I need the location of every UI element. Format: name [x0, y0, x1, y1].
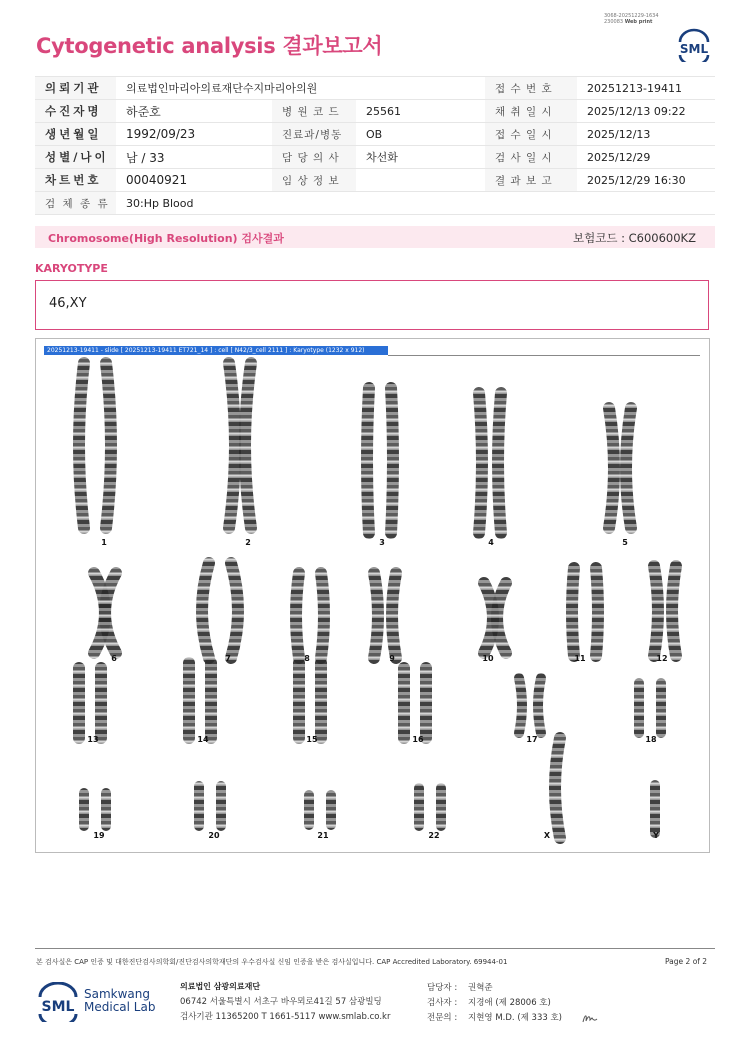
chromosome-11-1: [572, 568, 574, 656]
chromosome-12-2: [672, 566, 676, 656]
chromosome-3-2: [391, 388, 393, 533]
chromosome-1-2: [106, 363, 111, 528]
report-title: Cytogenetic analysis 결과보고서: [36, 34, 383, 58]
label-institution: 의뢰기관: [35, 77, 116, 100]
chromosome-label-10: 10: [482, 654, 494, 663]
page-number: Page 2 of 2: [665, 957, 708, 966]
chromosome-4-2: [498, 393, 501, 533]
chromosome-label-12: 12: [656, 654, 668, 663]
accreditation-note: 본 검사실은 CAP 인증 및 대한진단검사의학회/진단검사의학재단의 우수검사실 신임 인증을 받은 검사실입니다. CAP Accredited Laboratory. 69944-01: [36, 958, 508, 966]
doc-code-line1: 3068-20251229-1634: [604, 13, 659, 19]
karyotype-result-box: [35, 280, 709, 330]
value-physician: 차선화: [356, 146, 485, 169]
label-patient-name: 수진자명: [35, 100, 116, 123]
chromosome-8-1: [296, 573, 299, 658]
label-chart-no: 차트번호: [35, 169, 116, 192]
chromosome-label-5: 5: [622, 538, 628, 547]
document-code: [604, 13, 684, 25]
staff-name-3: 지현영 M.D. (제 333 호): [468, 1013, 563, 1023]
chromosome-9-2: [392, 573, 396, 658]
chromosome-label-16: 16: [412, 735, 424, 744]
info-row-sex: [35, 146, 715, 169]
chromosome-5-1: [609, 408, 614, 528]
label-test-date: 검 사 일 시: [485, 146, 577, 169]
chromosome-label-8: 8: [304, 654, 310, 663]
karyotype-value: 46,XY: [49, 296, 87, 311]
logo-line1: Samkwang: [84, 987, 150, 1001]
chromosome-2-1: [229, 363, 235, 528]
chromosome-11-2: [596, 568, 598, 656]
value-institution: 의료법인마리아의료재단수지마리아의원: [116, 77, 485, 100]
label-hospital-code: 병 원 코 드: [272, 100, 356, 123]
footer-contact: 검사기관 11365200 T 1661-5117 www.smlab.co.kr: [180, 1012, 391, 1022]
chromosome-label-3: 3: [379, 538, 385, 547]
samkwang-logo-text: [84, 988, 155, 1014]
staff-label-1: 담당자 :: [427, 983, 458, 993]
label-department: 진료과/병동: [272, 123, 356, 146]
label-accession-no: 접 수 번 호: [485, 77, 577, 100]
svg-text:SML: SML: [679, 42, 709, 56]
chromosome-6-2: [105, 573, 116, 653]
karyotype-image: [35, 338, 708, 851]
chromosome-17-1: [519, 678, 522, 733]
chromosome-9-1: [374, 573, 378, 658]
chromosome-label-1: 1: [101, 538, 107, 547]
chromosome-5-2: [626, 408, 631, 528]
value-received-date: 2025/12/13: [577, 123, 715, 146]
chromosome-7-2: [231, 563, 238, 658]
value-clinical-info: [356, 169, 485, 192]
footer-address: 06742 서울특별시 서초구 바우뫼로41길 57 삼광빌딩: [180, 997, 382, 1007]
chromosome-label-18: 18: [645, 735, 657, 744]
info-row-institution: [35, 77, 715, 100]
label-sex-age: 성별/나이: [35, 146, 116, 169]
samkwang-logo-icon: [36, 982, 80, 1022]
karyotype-image-caption: 20251213-19411 - slide [ 20251213-19411 ET721_14 ] : cell [ N42/3_cell 2111 ] : Karyotype (1232 x 912): [44, 346, 388, 355]
chromosome-label-11: 11: [574, 654, 586, 663]
value-report-date: 2025/12/29 16:30: [577, 169, 715, 192]
value-patient-name: 하준호: [116, 100, 272, 123]
info-row-specimen: [35, 192, 715, 215]
svg-text:SML: SML: [41, 999, 75, 1015]
chromosome-4-1: [479, 393, 482, 533]
doc-code-line2: 230083: [604, 19, 624, 25]
signature-icon: [582, 1012, 598, 1024]
insurance-code: 보험코드 : C600600KZ: [573, 231, 696, 245]
chromosome-label-20: 20: [208, 831, 220, 840]
label-clinical-info: 임 상 정 보: [272, 169, 356, 192]
chromosome-label-19: 19: [93, 831, 105, 840]
chromosome-1-1: [79, 363, 84, 528]
logo-line2: Medical Lab: [84, 1000, 156, 1014]
value-collection-date: 2025/12/13 09:22: [577, 100, 715, 123]
value-birth-date: 1992/09/23: [116, 123, 272, 146]
chromosome-label-Y: Y: [653, 831, 659, 840]
chromosome-2-2: [245, 363, 251, 528]
chromosome-label-15: 15: [306, 735, 318, 744]
footer-organization: 의료법인 삼광의료재단: [180, 982, 261, 991]
result-section-title: Chromosome(High Resolution) 검사결과: [48, 232, 284, 245]
info-row-patient: [35, 100, 715, 123]
value-accession-no: 20251213-19411: [577, 77, 715, 100]
chromosome-X-1: [555, 738, 560, 838]
chromosome-label-7: 7: [225, 654, 231, 663]
staff-label-2: 검사자 :: [427, 998, 458, 1008]
footer-divider: [35, 948, 715, 949]
value-department: OB: [356, 123, 485, 146]
info-row-birth: [35, 123, 715, 146]
value-hospital-code: 25561: [356, 100, 485, 123]
chromosome-7-1: [202, 563, 209, 658]
staff-label-3: 전문의 :: [427, 1013, 458, 1023]
chromosome-label-9: 9: [389, 654, 395, 663]
chromosome-label-14: 14: [197, 735, 209, 744]
staff-name-1: 권혁준: [468, 983, 493, 993]
info-row-chart: [35, 169, 715, 192]
chromosome-label-X: X: [543, 831, 551, 840]
label-collection-date: 채 취 일 시: [485, 100, 577, 123]
chromosome-label-21: 21: [317, 831, 329, 840]
chromosome-3-1: [367, 388, 369, 533]
chromosome-label-2: 2: [245, 538, 251, 547]
chromosome-shapes: [79, 363, 676, 838]
value-sex-age: 남 / 33: [116, 146, 272, 169]
chromosome-label-6: 6: [111, 654, 117, 663]
staff-name-2: 지경애 (제 28006 호): [468, 998, 551, 1008]
label-received-date: 접 수 일 시: [485, 123, 577, 146]
value-specimen: 30:Hp Blood: [116, 192, 715, 215]
label-specimen: 검 체 종 류: [35, 192, 116, 215]
chromosome-10-2: [497, 583, 506, 653]
patient-info-table: [35, 76, 715, 215]
chromosome-17-2: [538, 678, 541, 733]
karyotype-label: KARYOTYPE: [35, 262, 108, 275]
chromosome-label-13: 13: [87, 735, 99, 744]
label-physician: 담 당 의 사: [272, 146, 356, 169]
chromosome-label-4: 4: [488, 538, 494, 547]
chromosome-label-22: 22: [428, 831, 440, 840]
chromosome-8-2: [321, 573, 324, 658]
value-chart-no: 00040921: [116, 169, 272, 192]
sml-logo-icon: [676, 28, 712, 62]
chromosome-label-17: 17: [526, 735, 538, 744]
label-birth-date: 생년월일: [35, 123, 116, 146]
chromosome-12-1: [654, 566, 658, 656]
web-print-label: Web print: [624, 19, 653, 25]
label-report-date: 결 과 보 고: [485, 169, 577, 192]
value-test-date: 2025/12/29: [577, 146, 715, 169]
